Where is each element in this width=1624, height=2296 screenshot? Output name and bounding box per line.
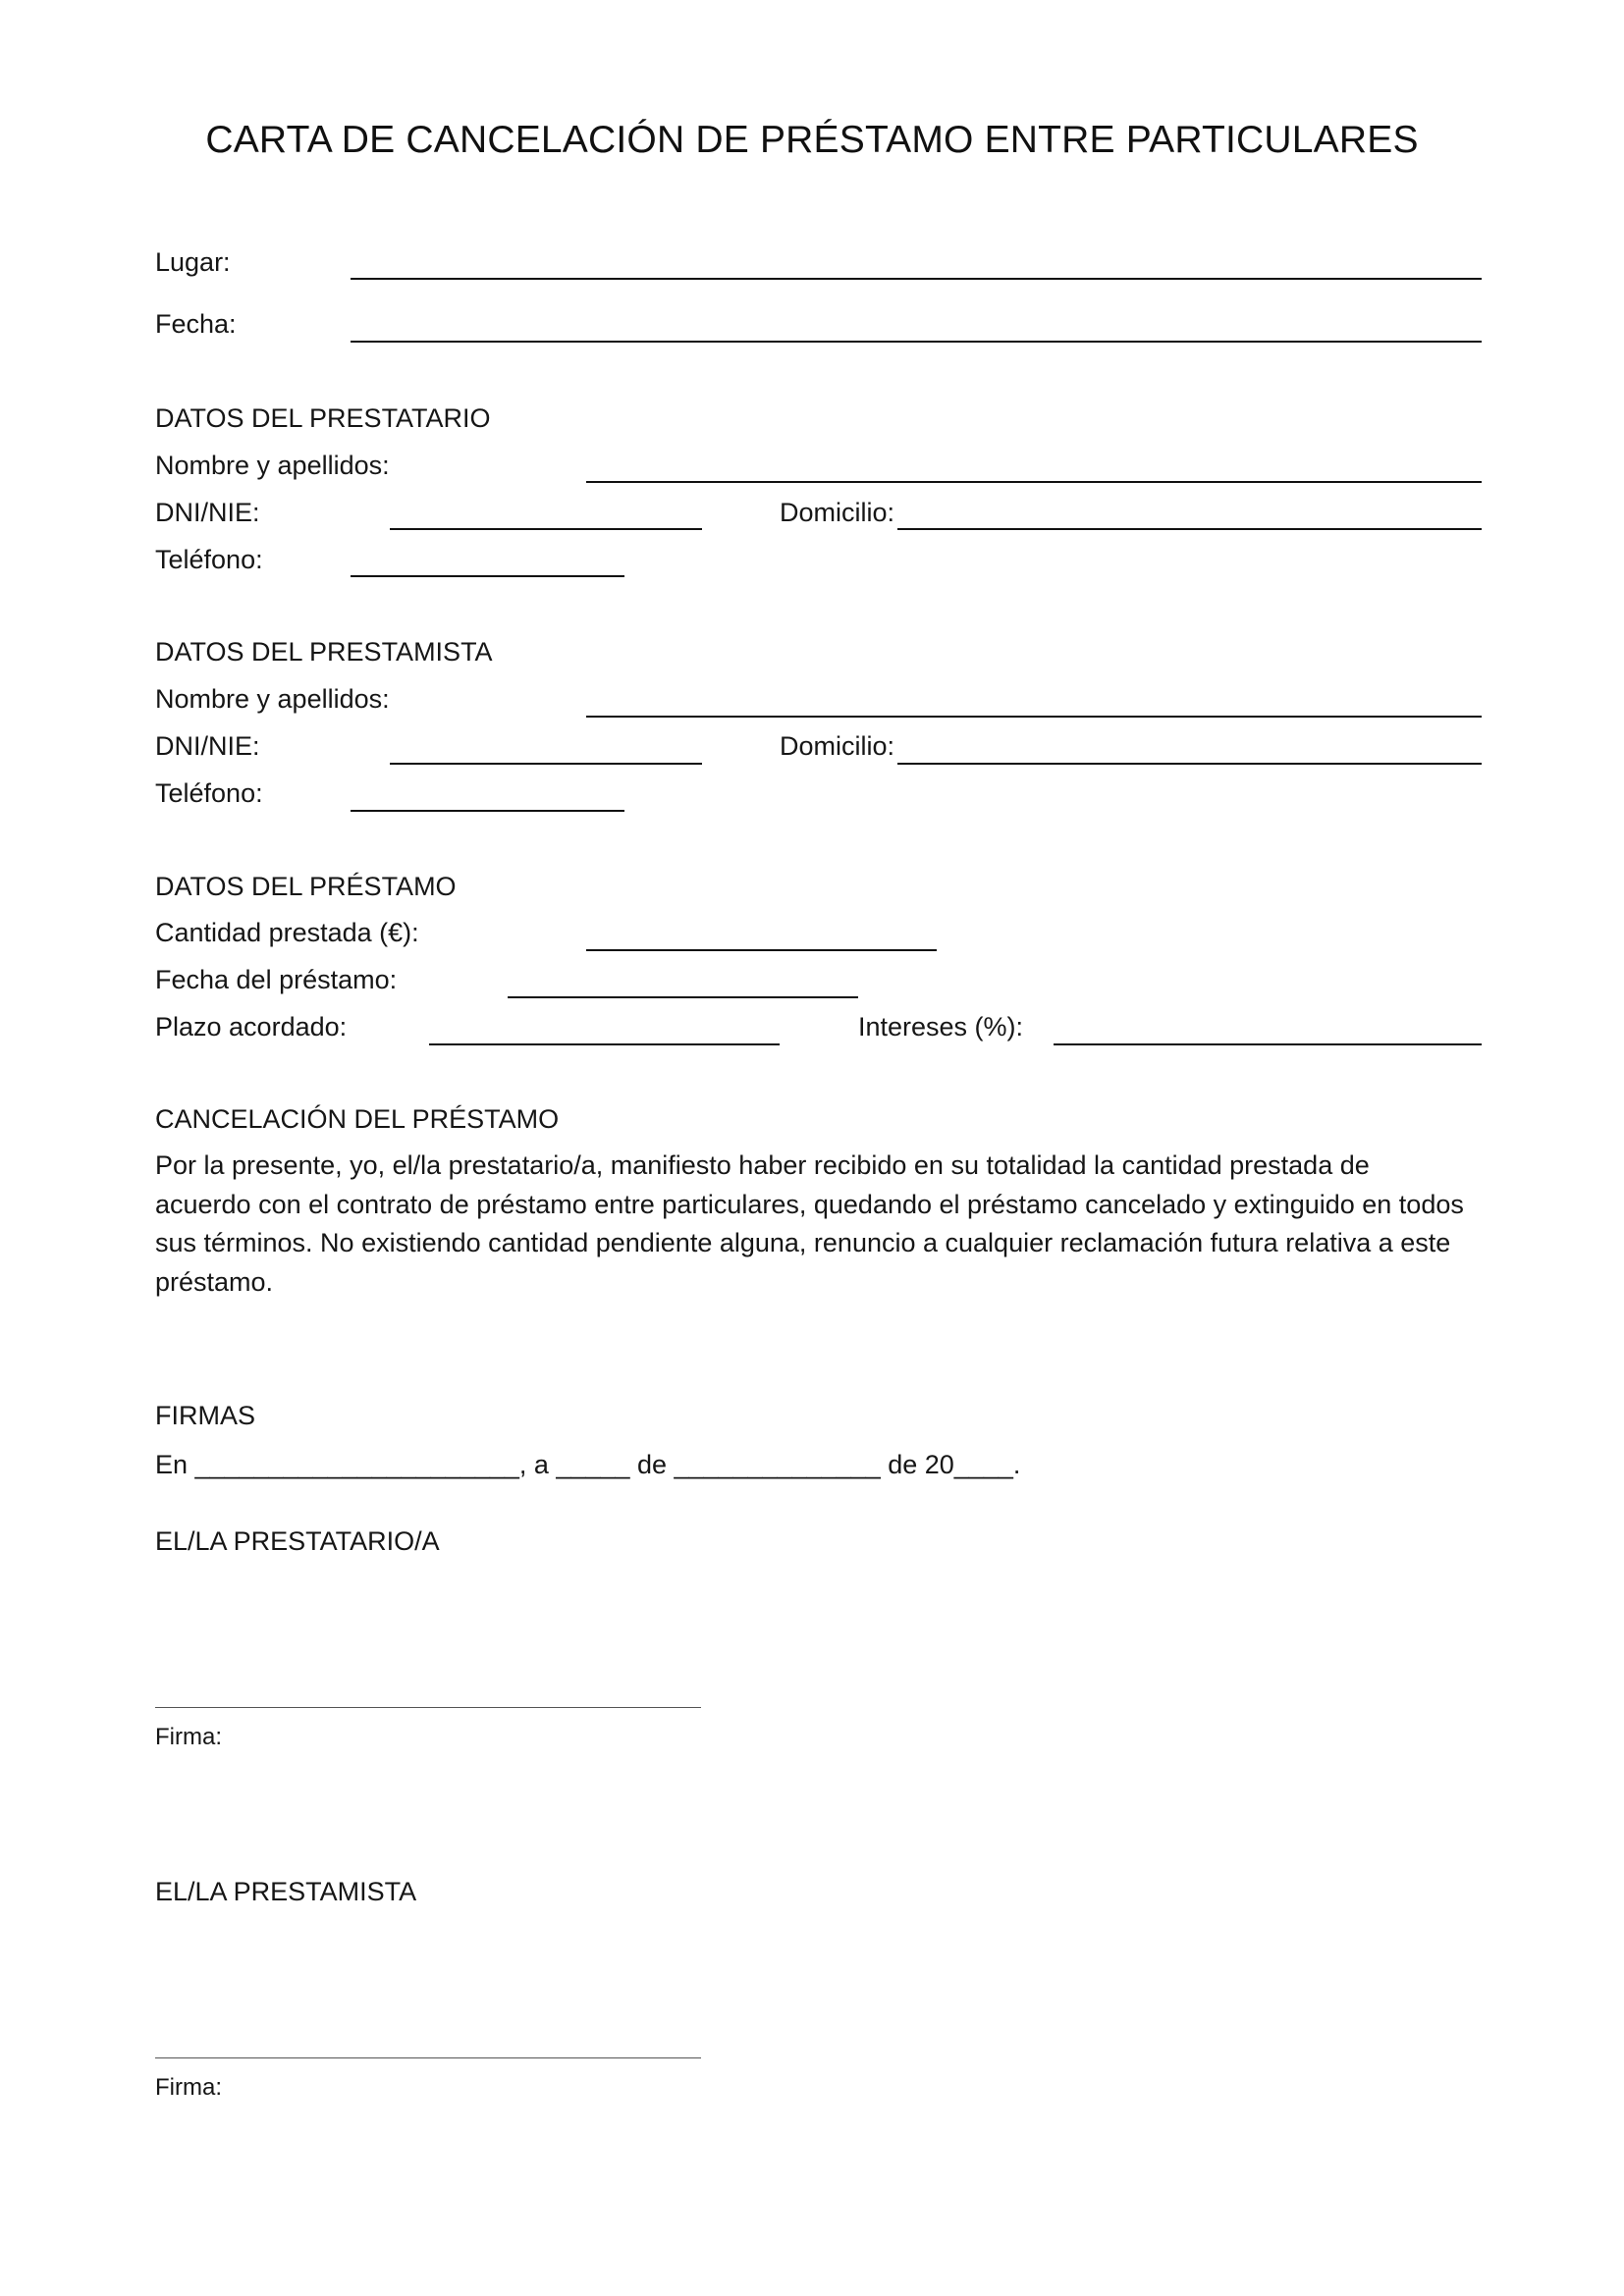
plazo-field[interactable] [429, 1043, 780, 1045]
prestatario-nombre-label: Nombre y apellidos: [155, 451, 390, 480]
prestatario-nombre-field[interactable] [586, 481, 1482, 483]
prestamista-domicilio-field[interactable] [897, 763, 1482, 765]
prestamo-heading: DATOS DEL PRÉSTAMO [155, 872, 457, 901]
intereses-label: Intereses (%): [858, 1012, 1024, 1041]
document-title: CARTA DE CANCELACIÓN DE PRÉSTAMO ENTRE PARTICULARES [205, 119, 1419, 161]
fecha-prestamo-label: Fecha del préstamo: [155, 965, 398, 994]
cancelacion-body: Por la presente, yo, el/la prestatario/a, manifiesto haber recibido en su totalidad la cantidad prestada de acuerdo con el contrato de préstamo entre particulares, quedando el préstamo cancelado y extinguido en todos sus términos. No existiendo cantidad pendiente alguna, renuncio a cualquier reclamación futura relativa a este préstamo. [155, 1150, 1464, 1297]
cancelacion-heading: CANCELACIÓN DEL PRÉSTAMO [155, 1104, 560, 1134]
prestatario-firma-heading: EL/LA PRESTATARIO/A [155, 1526, 440, 1556]
prestatario-signature-line[interactable] [155, 1707, 701, 1708]
cantidad-field[interactable] [586, 949, 937, 951]
prestatario-domicilio-label: Domicilio: [780, 498, 895, 527]
prestatario-telefono-field[interactable] [351, 575, 624, 577]
prestamista-telefono-label: Teléfono: [155, 778, 263, 808]
prestamista-domicilio-label: Domicilio: [780, 731, 895, 761]
prestamista-firma-heading: EL/LA PRESTAMISTA [155, 1877, 417, 1906]
prestamista-dni-field[interactable] [390, 763, 702, 765]
prestatario-dni-field[interactable] [390, 528, 702, 530]
lugar-field[interactable] [351, 278, 1482, 280]
prestatario-domicilio-field[interactable] [897, 528, 1482, 530]
intereses-field[interactable] [1054, 1043, 1482, 1045]
prestamista-signature-line[interactable] [155, 2057, 701, 2058]
fecha-label: Fecha: [155, 309, 237, 339]
prestatario-dni-label: DNI/NIE: [155, 498, 260, 527]
prestatario-firma-label: Firma: [155, 1724, 222, 1750]
prestatario-telefono-label: Teléfono: [155, 545, 263, 574]
lugar-fecha-firma-line: En ______________________, a _____ de ______________ de 20____. [155, 1450, 1021, 1479]
firmas-heading: FIRMAS [155, 1401, 256, 1430]
fecha-field[interactable] [351, 341, 1482, 343]
prestamista-dni-label: DNI/NIE: [155, 731, 260, 761]
cantidad-label: Cantidad prestada (€): [155, 918, 419, 947]
prestamista-firma-label: Firma: [155, 2074, 222, 2101]
prestatario-heading: DATOS DEL PRESTATARIO [155, 403, 491, 433]
fecha-prestamo-field[interactable] [508, 996, 858, 998]
prestamista-telefono-field[interactable] [351, 810, 624, 812]
lugar-label: Lugar: [155, 247, 231, 277]
plazo-label: Plazo acordado: [155, 1012, 348, 1041]
prestamista-heading: DATOS DEL PRESTAMISTA [155, 637, 493, 667]
prestamista-nombre-label: Nombre y apellidos: [155, 684, 390, 714]
prestamista-nombre-field[interactable] [586, 716, 1482, 718]
